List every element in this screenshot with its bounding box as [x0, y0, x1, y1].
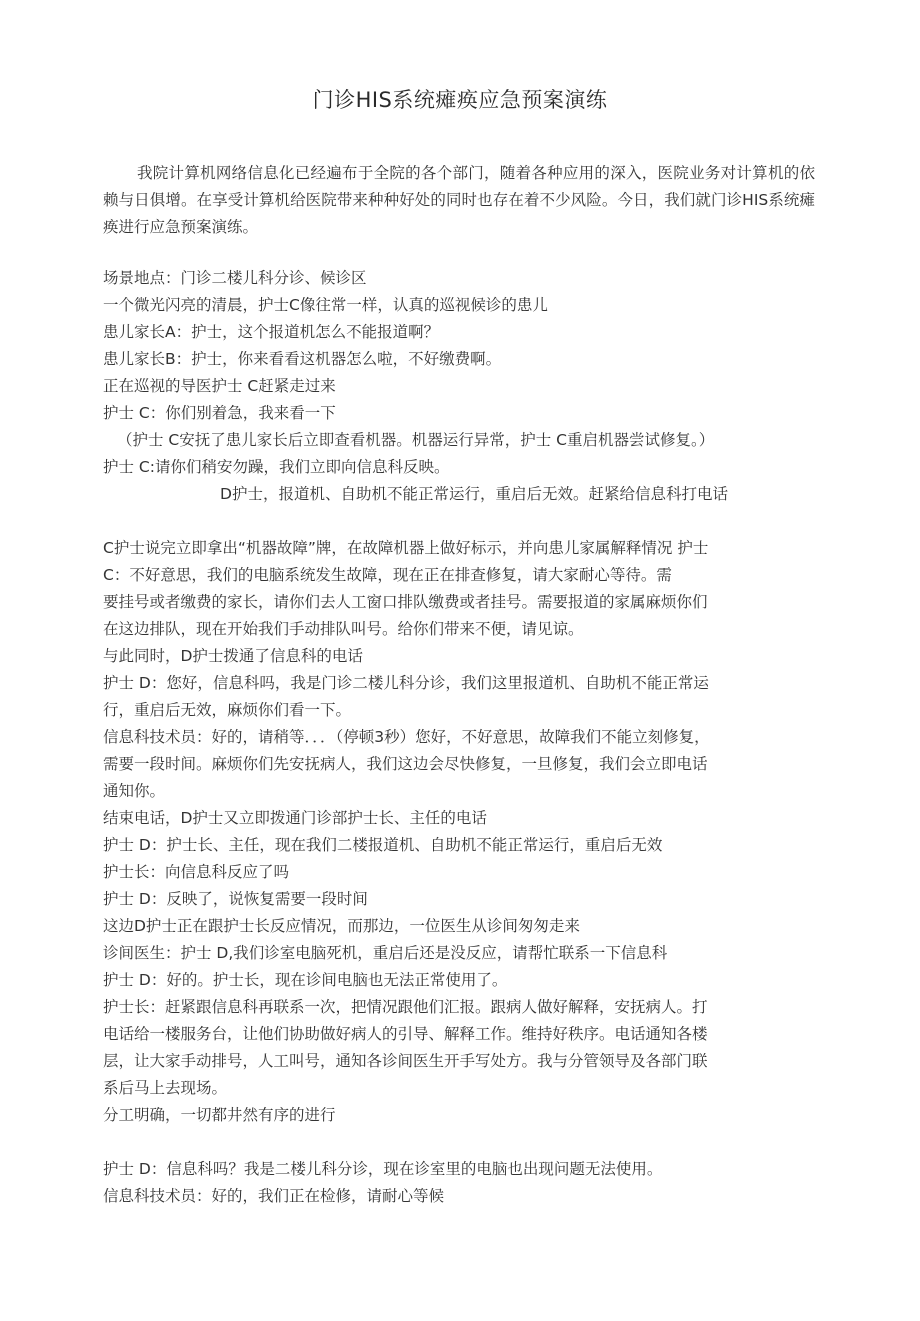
script-line: 患儿家长A：护士，这个报道机怎么不能报道啊？	[103, 323, 440, 341]
intro-text: 我院计算机网络信息化已经遍布于全院的各个部门，随着各种应用的深入，医院业务对计算机的依赖与日俱增。在享受计算机给医院带来种种好处的同时也存在着不少风险。今日，我们就门诊HIS系统瘫痪进行应急预案演练。	[103, 164, 815, 236]
script-line: 在这边排队，现在开始我们手动排队叫号。给你们带来不便，请见谅。	[103, 620, 584, 638]
blank-line	[103, 1129, 815, 1156]
script-line: 护士 D：信息科吗？我是二楼儿科分诊，现在诊室里的电脑也出现问题无法使用。	[103, 1160, 663, 1178]
script-line: 分工明确，一切都井然有序的进行	[103, 1106, 336, 1124]
scene-script	[103, 265, 815, 1210]
script-line: 护士 D：反映了，说恢复需要一段时间	[103, 890, 368, 908]
script-line: 护士 D：您好，信息科吗，我是门诊二楼儿科分诊，我们这里报道机、自助机不能正常运	[103, 674, 709, 692]
script-line: 护士 C:请你们稍安勿躁，我们立即向信息科反映。	[103, 458, 450, 476]
script-line: （护士 C安抚了患儿家长后立即查看机器。机器运行异常，护士 C重启机器尝试修复。）	[117, 431, 715, 449]
script-line: 行，重启后无效，麻烦你们看一下。	[103, 701, 352, 719]
script-line: D护士，报道机、自助机不能正常运行，重启后无效。赶紧给信息科打电话	[220, 485, 728, 503]
script-line: 信息科技术员：好的，请稍等．．．（停顿3秒）您好，不好意思，故障我们不能立刻修复，	[103, 728, 710, 746]
script-line: 信息科技术员：好的，我们正在检修，请耐心等候	[103, 1187, 445, 1205]
script-line: 一个微光闪亮的清晨，护士C像往常一样，认真的巡视候诊的患儿	[103, 296, 548, 314]
script-line: 护士 D：好的。护士长，现在诊间电脑也无法正常使用了。	[103, 971, 508, 989]
script-line: 要挂号或者缴费的家长，请你们去人工窗口排队缴费或者挂号。需要报道的家属麻烦你们	[103, 593, 708, 611]
script-line: 通知你。	[103, 782, 166, 800]
script-line: 与此同时，D护士拨通了信息科的电话	[103, 647, 363, 665]
script-line: 护士 D：护士长、主任，现在我们二楼报道机、自助机不能正常运行，重启后无效	[103, 836, 663, 854]
script-line: 层，让大家手动排号，人工叫号，通知各诊间医生开手写处方。我与分管领导及各部门联	[103, 1052, 708, 1070]
script-line: 结束电话，D护士又立即拨通门诊部护士长、主任的电话	[103, 809, 487, 827]
script-line: 患儿家长B：护士，你来看看这机器怎么啦，不好缴费啊。	[103, 350, 502, 368]
script-line: 诊间医生：护士 D,我们诊室电脑死机，重启后还是没反应，请帮忙联系一下信息科	[103, 944, 668, 962]
script-line: 系后马上去现场。	[103, 1079, 228, 1097]
script-line: C：不好意思，我们的电脑系统发生故障，现在正在排查修复，请大家耐心等待。需	[103, 566, 672, 584]
document-title: 门诊HIS系统瘫痪应急预案演练	[312, 88, 608, 112]
blank-line	[103, 508, 815, 535]
script-line: 需要一段时间。麻烦你们先安抚病人，我们这边会尽快修复，一旦修复，我们会立即电话	[103, 755, 708, 773]
intro-paragraph	[103, 160, 815, 241]
script-line: 电话给一楼服务台，让他们协助做好病人的引导、解释工作。维持好秩序。电话通知各楼	[103, 1025, 708, 1043]
script-line: 护士 C：你们别着急，我来看一下	[103, 404, 336, 422]
script-line: 这边D护士正在跟护士长反应情况，而那边，一位医生从诊间匆匆走来	[103, 917, 580, 935]
script-line: 护士长：赶紧跟信息科再联系一次，把情况跟他们汇报。跟病人做好解释，安抚病人。打	[103, 998, 708, 1016]
script-line: 护士长：向信息科反应了吗	[103, 863, 290, 881]
script-line: C护士说完立即拿出“机器故障”牌，在故障机器上做好标示，并向患儿家属解释情况 护士	[103, 539, 709, 557]
script-line: 场景地点：门诊二楼儿科分诊、候诊区	[103, 269, 367, 287]
script-line: 正在巡视的导医护士 C赶紧走过来	[103, 377, 336, 395]
